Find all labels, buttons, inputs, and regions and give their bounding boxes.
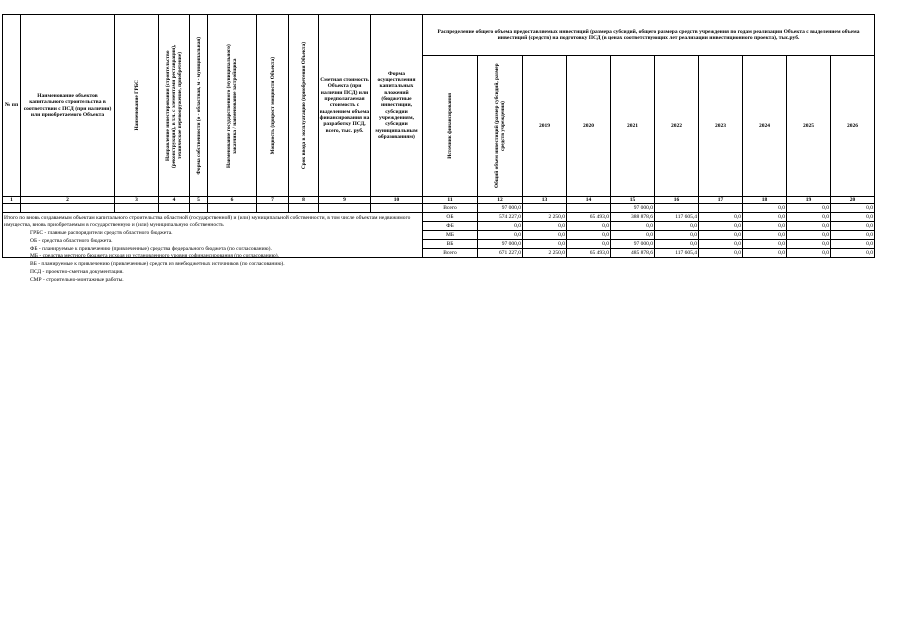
value-cell: 0,0 — [478, 222, 523, 231]
column-number: 17 — [699, 197, 743, 204]
header-object-name: Наименование объектов капитального строительства в соответствии с ПСД (при наличии) или приобретаемого Объекта — [21, 15, 115, 197]
column-number: 9 — [319, 197, 371, 204]
header-source: Источник финансирования — [447, 93, 453, 159]
column-number: 10 — [371, 197, 423, 204]
column-number: 15 — [611, 197, 655, 204]
value-cell: 574 227,0 — [478, 213, 523, 222]
value-cell: 117 605,4 — [655, 249, 699, 258]
value-cell: 0,0 — [523, 240, 567, 249]
value-cell: 0,0 — [743, 204, 787, 213]
value-cell: 485 878,6 — [611, 249, 655, 258]
header-year: 2023 — [699, 56, 743, 197]
total-description: Итого по вновь создаваемым объектам капитального строительства областной (государственной) и (или) муниципальной собственности, в том числе объектам недвижимого имущества, вновь приобретаемым в государственную и (или) муниципальную собственность — [3, 213, 423, 258]
value-cell: 0,0 — [831, 222, 875, 231]
value-cell: 0,0 — [611, 231, 655, 240]
column-number: 12 — [478, 197, 523, 204]
header-year: 2020 — [567, 56, 611, 197]
value-cell — [567, 204, 611, 213]
value-cell: 0,0 — [787, 204, 831, 213]
value-cell: 0,0 — [699, 222, 743, 231]
value-cell: 0,0 — [831, 213, 875, 222]
header-cost: Сметная стоимость Объекта (при наличии ПСД) или предполагаемая стоимость с выделением объема финансирования на разработку ПСД, всего, тыс. руб. — [319, 15, 371, 197]
value-cell: 0,0 — [611, 222, 655, 231]
header-year: 2025 — [787, 56, 831, 197]
source-cell: Всего — [423, 249, 478, 258]
value-cell: 0,0 — [743, 240, 787, 249]
value-cell: 0,0 — [699, 249, 743, 258]
table-row — [3, 213, 875, 222]
value-cell: 0,0 — [655, 240, 699, 249]
value-cell: 0,0 — [743, 222, 787, 231]
value-cell: 117 605,4 — [655, 213, 699, 222]
column-number: 19 — [787, 197, 831, 204]
column-number: 5 — [190, 197, 208, 204]
source-cell: ФБ — [423, 222, 478, 231]
footnotes — [30, 230, 330, 285]
header-year: 2024 — [743, 56, 787, 197]
value-cell: 0,0 — [478, 231, 523, 240]
value-cell: 0,0 — [699, 240, 743, 249]
footnote: МБ - средства местного бюджета исходя из установленного уровня софинансирования (по согласованию). — [30, 253, 279, 260]
column-number: 11 — [423, 197, 478, 204]
value-cell: 0,0 — [699, 231, 743, 240]
column-number: 20 — [831, 197, 875, 204]
header-grbs: Наименование ГРБС — [133, 80, 140, 131]
value-cell: 0,0 — [655, 222, 699, 231]
column-number: 3 — [115, 197, 159, 204]
value-cell: 388 878,6 — [611, 213, 655, 222]
footnote: ГРБС - главные распорядители средств областного бюджета. — [30, 230, 173, 236]
header-direction: Направление инвестирования (строительство (реконструкция), в т.ч. с элементами реставрации), техническое перевооружение, приобретение) — [165, 43, 183, 168]
value-cell: 0,0 — [787, 222, 831, 231]
value-cell: 2 250,0 — [523, 213, 567, 222]
footnote: ОБ - средства областного бюджета. — [30, 237, 113, 244]
source-cell: ОБ — [423, 213, 478, 222]
source-cell: МБ — [423, 231, 478, 240]
column-number: 4 — [159, 197, 190, 204]
value-cell: 97 000,0 — [478, 240, 523, 249]
value-cell: 65 493,0 — [567, 249, 611, 258]
header-year: 2022 — [655, 56, 699, 197]
column-number: 14 — [567, 197, 611, 204]
value-cell: 0,0 — [523, 222, 567, 231]
value-cell: 0,0 — [831, 249, 875, 258]
value-cell: 0,0 — [655, 231, 699, 240]
header-year: 2026 — [831, 56, 875, 197]
column-number: 13 — [523, 197, 567, 204]
column-number: 7 — [257, 197, 289, 204]
header-year: 2021 — [611, 56, 655, 197]
value-cell: 0,0 — [831, 204, 875, 213]
value-cell: 0,0 — [743, 213, 787, 222]
table-row — [3, 204, 875, 213]
value-cell: 65 493,0 — [567, 213, 611, 222]
header-developer: Наименование государственного (муниципального) заказчика / наименование застройщика — [226, 43, 238, 168]
value-cell: 0,0 — [567, 240, 611, 249]
footnote: СМР - строительно-монтажные работы. — [30, 276, 124, 283]
header-term: Срок ввода в эксплуатацию (приобретения Объекта) — [300, 41, 307, 170]
value-cell — [523, 204, 567, 213]
value-cell: 0,0 — [831, 240, 875, 249]
value-cell: 2 250,0 — [523, 249, 567, 258]
value-cell: 0,0 — [523, 231, 567, 240]
investment-table — [2, 14, 875, 258]
value-cell: 0,0 — [787, 240, 831, 249]
value-cell — [655, 204, 699, 213]
header-form: Форма осуществления капитальных вложений (бюджетные инвестиции, субсидии учреждениям, субсидии муниципальным образованиям) — [371, 15, 423, 197]
value-cell — [699, 204, 743, 213]
value-cell: 0,0 — [787, 249, 831, 258]
value-cell: 671 227,0 — [478, 249, 523, 258]
source-cell: ВБ — [423, 240, 478, 249]
value-cell: 97 000,0 — [611, 240, 655, 249]
value-cell: 0,0 — [567, 231, 611, 240]
footnote: ВБ - планируемые к привлечению (привлеченные) средств из внебюджетных источников (по согласованию). — [30, 261, 285, 268]
column-number: 16 — [655, 197, 699, 204]
column-number: 8 — [289, 197, 319, 204]
header-capacity: Мощность (прирост мощности Объекта) — [269, 56, 276, 155]
header-no: № пп — [3, 15, 21, 197]
footnote: ФБ - планируемые к привлечению (привлеченные) средства федерального бюджета (по согласованию). — [30, 245, 272, 252]
header-year: 2019 — [523, 56, 567, 197]
footnote: ПСД - проектно-сметная документация. — [30, 268, 124, 275]
value-cell: 97 000,0 — [478, 204, 523, 213]
value-cell: 0,0 — [787, 231, 831, 240]
source-cell: Всего — [423, 204, 478, 213]
value-cell: 97 000,0 — [611, 204, 655, 213]
value-cell: 0,0 — [743, 231, 787, 240]
column-number: 1 — [3, 197, 21, 204]
header-distribution: Распределение общего объема предоставляемых инвестиций (размера субсидий, общего размера средств учреждения по годам реализации Объекта с выделением объема инвестиций (средств) на подготовку ПСД (в ценах соответствующих лет реализации инвестиционного проекта), тыс.руб. — [423, 15, 875, 56]
column-number: 18 — [743, 197, 787, 204]
column-number: 2 — [21, 197, 115, 204]
header-ownership: Форма собственности (о - областная, м - муниципальная) — [195, 36, 202, 175]
value-cell: 0,0 — [699, 213, 743, 222]
value-cell: 0,0 — [567, 222, 611, 231]
header-total-volume: Общий объем инвестиций (размер субсидий, размер средств учреждения) — [494, 63, 506, 189]
value-cell: 0,0 — [743, 249, 787, 258]
column-number: 6 — [208, 197, 257, 204]
value-cell: 0,0 — [831, 231, 875, 240]
value-cell: 0,0 — [787, 213, 831, 222]
